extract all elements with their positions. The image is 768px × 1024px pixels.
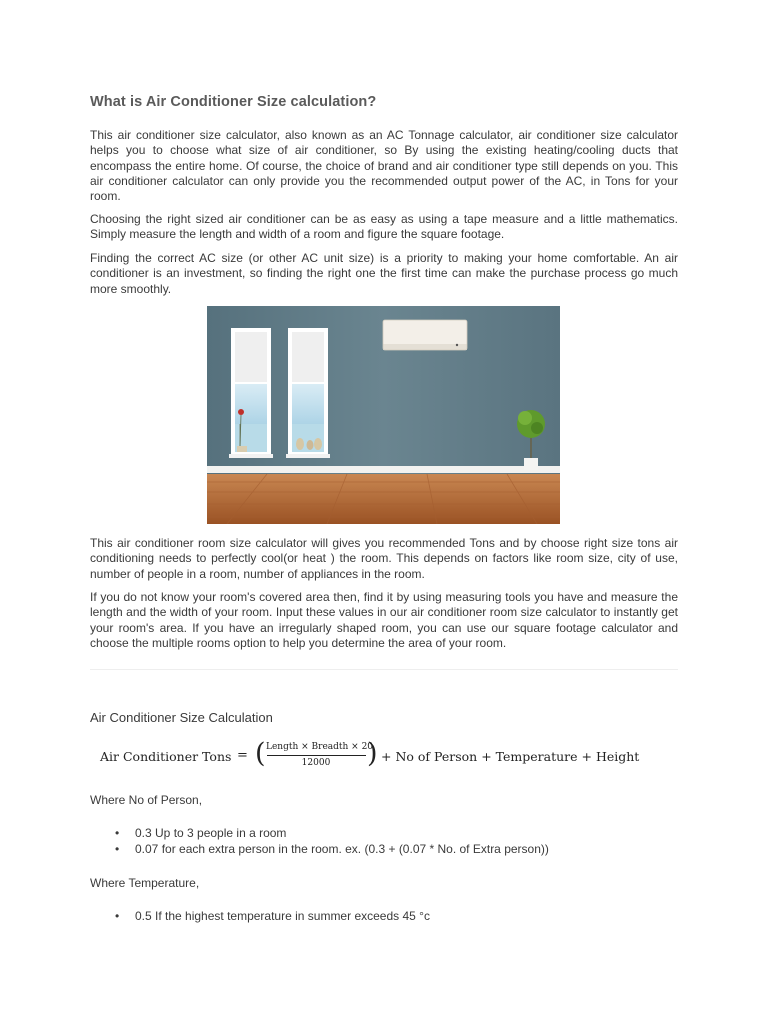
list-item-text: 0.3 Up to 3 people in a room	[135, 826, 287, 840]
tonnage-formula	[100, 740, 660, 774]
formula-rhs: + No of Person + Temperature + Height	[381, 749, 640, 764]
where-person-label: Where No of Person,	[90, 793, 203, 807]
list-item-text: 0.07 for each extra person in the room. ex. (0.3 + (0.07 * No. of Extra person))	[135, 841, 549, 856]
formula-fraction-bar	[267, 755, 366, 756]
section-divider	[90, 669, 678, 670]
room-illustration-image	[207, 306, 560, 524]
paragraph-intro: This air conditioner size calculator, also known as an AC Tonnage calculator, air conditioner size calculator helps you to choose what size of air conditioner, so By using the existing heating/cooling ducts that encompass the entire home. Of course, the choice of brand and air conditioner type still depends on you. This air conditioner calculator can only provide you the recommended output power of the AC, in Tons for your room.	[90, 128, 678, 204]
section-heading: Air Conditioner Size Calculation	[90, 710, 273, 725]
paragraph-priority: Finding the correct AC size (or other AC unit size) is a priority to making your home comfortable. An air conditioner is an investment, so finding the right one the first time can make the purchase process go much more smoothly.	[90, 251, 678, 296]
formula-lhs: Air Conditioner Tons	[100, 749, 232, 764]
list-item	[90, 826, 678, 842]
paragraph-measure: Choosing the right sized air conditioner can be as easy as using a tape measure and a little mathematics. Simply measure the length and width of a room and figure the square footage.	[90, 212, 678, 242]
formula-left-paren: (	[255, 738, 266, 769]
bullet-icon: •	[115, 826, 120, 840]
bullet-icon: •	[115, 909, 120, 923]
formula-numerator: Length × Breadth × 20	[266, 742, 374, 752]
paragraph-calculator-tons: This air conditioner room size calculator will gives you recommended Tons and by choose right size tons air conditioning needs to perfectly cool(or heat ) the room. This depends on factors like room size, city of use, number of people in a room, number of appliances in the room.	[90, 536, 678, 581]
temperature-list	[90, 909, 678, 925]
paragraph-measure-room: If you do not know your room's covered area then, find it by using measuring tools you have and measure the length and the width of your room. Input these values in our air conditioner room size calculator to instantly get your room's area. If you have an irregularly shaped room, you can use our square footage calculator and choose the multiple rooms option to help you determine the area of your room.	[90, 590, 678, 650]
person-list	[90, 826, 678, 857]
bullet-icon: •	[115, 841, 120, 856]
formula-equals: =	[237, 748, 248, 763]
list-item	[90, 909, 678, 925]
list-item	[90, 842, 678, 858]
formula-denominator: 12000	[301, 758, 331, 768]
list-item-text: 0.5 If the highest temperature in summer exceeds 45 °c	[135, 909, 430, 923]
where-temperature-label: Where Temperature,	[90, 876, 200, 890]
formula-right-paren: )	[367, 738, 378, 769]
article-title: What is Air Conditioner Size calculation?	[90, 94, 377, 110]
